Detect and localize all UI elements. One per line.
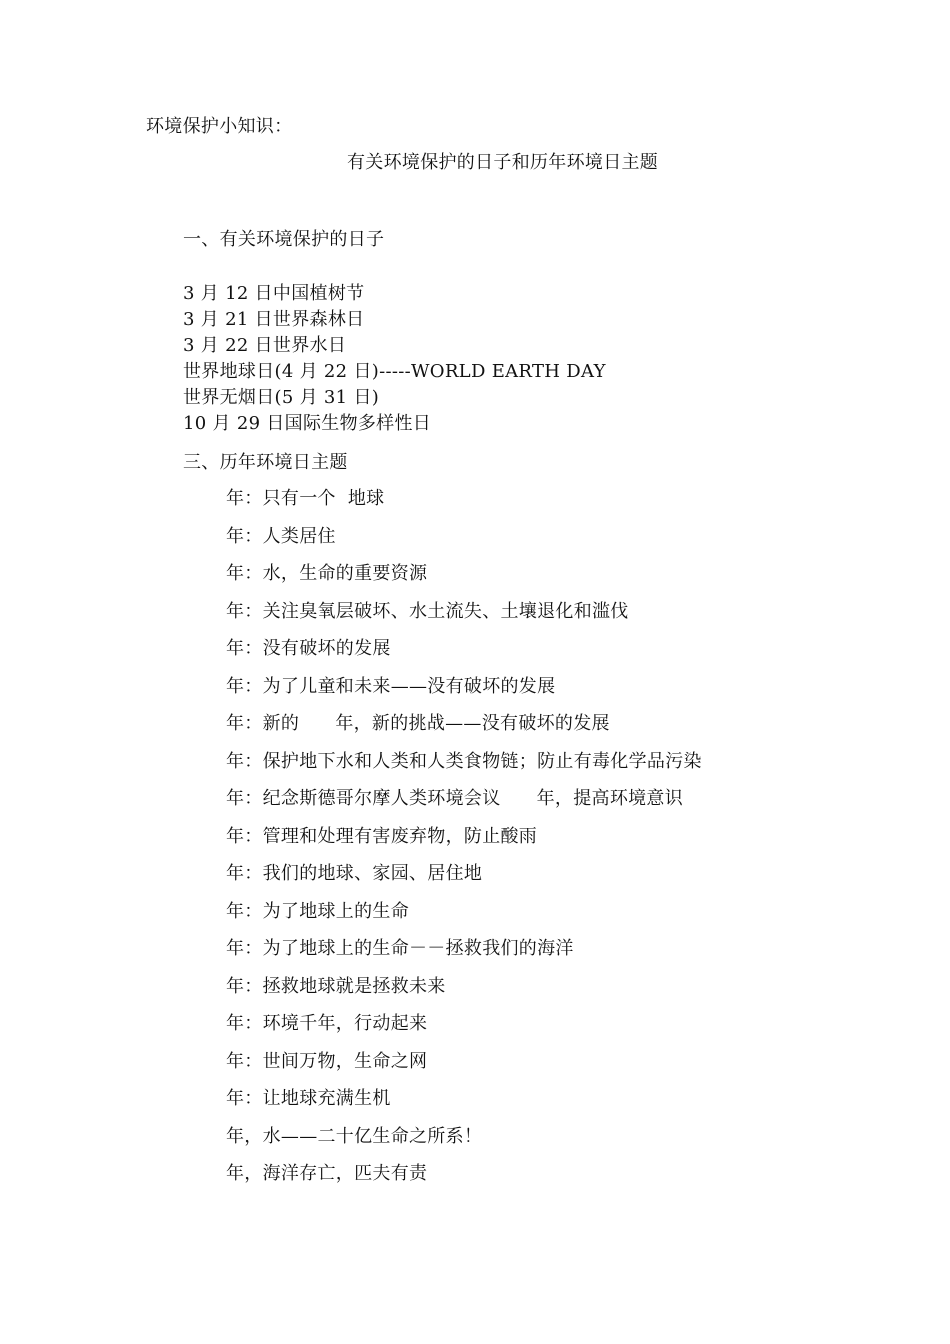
- theme-item: 年：让地球充满生机: [226, 1088, 391, 1109]
- annual-themes-list: [226, 488, 702, 1201]
- day-item: 10 月 29 日国际生物多样性日: [183, 413, 432, 434]
- theme-item: 年：我们的地球、家园、居住地: [226, 863, 483, 884]
- document-title: 有关环境保护的日子和历年环境日主题: [347, 152, 659, 173]
- theme-item: 年：世间万物，生命之网: [226, 1050, 428, 1072]
- section-heading-themes: 三、历年环境日主题: [183, 452, 348, 473]
- section-heading-days: 一、有关环境保护的日子: [183, 229, 385, 250]
- theme-item: 年，海洋存亡，匹夫有责: [226, 1163, 428, 1184]
- theme-item: 年：新的 年，新的挑战——没有破坏的发展: [226, 713, 610, 734]
- theme-item: 年：为了地球上的生命－－拯救我们的海洋: [226, 938, 574, 959]
- theme-item: 年：环境千年，行动起来: [226, 1013, 428, 1034]
- intro-label: 环境保护小知识：: [146, 116, 293, 137]
- day-item: 世界地球日(4 月 22 日)-----WORLD EARTH DAY: [183, 361, 606, 382]
- theme-item: 年：关注臭氧层破坏、水土流失、土壤退化和滥伐: [226, 600, 629, 622]
- day-item: 3 月 22 日世界水日: [183, 335, 347, 356]
- environment-days-list: [183, 281, 606, 437]
- theme-item: 年：拯救地球就是拯救未来: [226, 975, 446, 997]
- theme-item: 年：水，生命的重要资源: [226, 563, 428, 584]
- day-item: 3 月 21 日世界森林日: [183, 309, 365, 330]
- theme-item: 年：没有破坏的发展: [226, 638, 391, 659]
- theme-item: 年：人类居住: [226, 525, 336, 547]
- theme-item: 年：保护地下水和人类和人类食物链；防止有毒化学品污染: [226, 750, 702, 772]
- theme-item: 年：纪念斯德哥尔摩人类环境会议 年，提高环境意识: [226, 788, 684, 809]
- theme-item: 年，水——二十亿生命之所系！: [226, 1125, 483, 1147]
- theme-item: 年：管理和处理有害废弃物，防止酸雨: [226, 825, 538, 847]
- day-item: 3 月 12 日中国植树节: [183, 283, 365, 304]
- theme-item: 年：为了儿童和未来——没有破坏的发展: [226, 675, 556, 697]
- day-item: 世界无烟日(5 月 31 日): [183, 387, 380, 408]
- theme-item: 年：为了地球上的生命: [226, 900, 409, 922]
- theme-item: 年：只有一个 地球: [226, 488, 385, 509]
